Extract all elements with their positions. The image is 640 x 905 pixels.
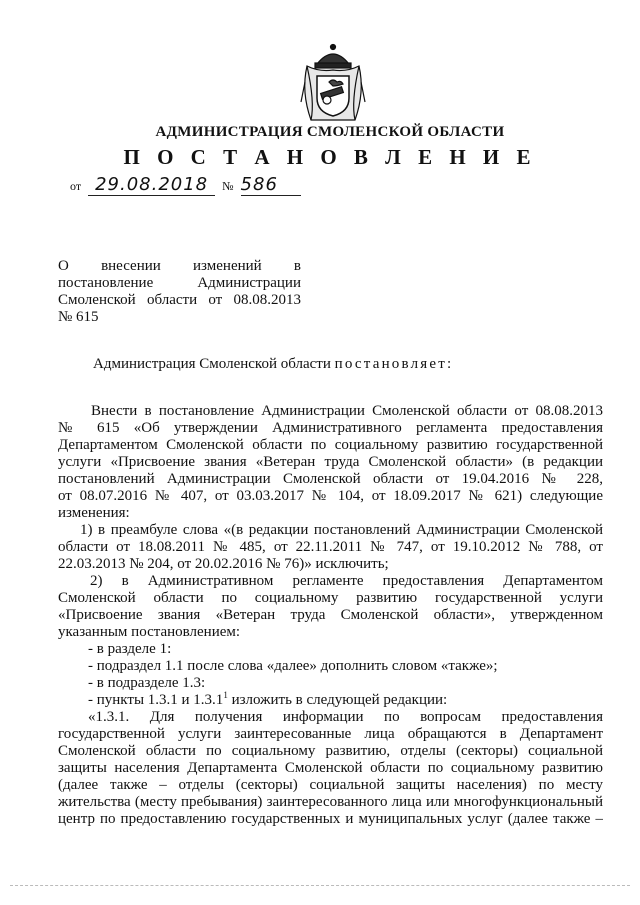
preamble-decree-word: постановляет:: [334, 356, 454, 372]
body-line: услуги «Присвоение звания «Ветеран труда Смоленской области» (в редакции: [58, 454, 603, 470]
body-line: защиты населения Департамента Смоленской области по социальному развитию: [58, 760, 603, 776]
body-line: 1) в преамбуле слова «(в редакции постановлений Администрации Смоленской: [80, 522, 603, 538]
body-line: центр по предоставлению государственных и муниципальных услуг (далее также –: [58, 811, 603, 827]
handwritten-date: 29.08.2018: [95, 174, 209, 195]
body-line: от 08.07.2016 № 407, от 03.03.2017 № 104, от 18.09.2017 № 621) следующие: [58, 488, 603, 504]
date-number-line: [70, 174, 301, 196]
body-line: государственной услуги заинтересованные лица обращаются в Департамент: [58, 726, 603, 742]
number-prefix: №: [222, 179, 234, 193]
page-bottom-divider: [10, 885, 630, 886]
organization-title: АДМИНИСТРАЦИЯ СМОЛЕНСКОЙ ОБЛАСТИ: [155, 124, 505, 140]
body-line: № 615 «Об утверждении Административного регламента предоставления: [58, 420, 603, 436]
body-line: жительства (месту пребывания) заинтересованного лица или многофункциональный: [58, 794, 603, 810]
body-line: области от 18.08.2011 № 485, от 22.11.2011 № 747, от 19.10.2012 № 788, от: [58, 539, 603, 555]
body-line: изменения:: [58, 505, 130, 521]
list-item: - в подразделе 1.3:: [88, 675, 206, 691]
subject-line: № 615: [58, 309, 99, 325]
number-field: [241, 174, 301, 196]
body-line: Департаментом Смоленской области по социальному развитию государственной: [58, 437, 603, 453]
body-line: Внести в постановление Администрации Смоленской области от 08.08.2013: [91, 403, 603, 419]
body-line: Смоленской области по социальному развитию государственной услуги: [58, 590, 603, 606]
body-line: постановлений Администрации Смоленской области от 19.04.2016 № 228,: [58, 471, 603, 487]
list-item-text: - пункты 1.3.1 и 1.3.1: [88, 692, 224, 708]
list-item: - подраздел 1.1 после слова «далее» дополнить словом «также»;: [88, 658, 498, 674]
body-line: (далее также – отделы (секторы) социальной защиты населения) по месту: [58, 777, 603, 793]
subject-line: О внесении изменений в: [58, 258, 301, 274]
document-body: [58, 403, 603, 828]
body-line: 2) в Административном регламенте предоставления Департаментом: [90, 573, 603, 589]
body-line: «Присвоение звания «Ветеран труда Смоленской области», утвержденном: [58, 607, 603, 623]
superscript: 1: [223, 690, 228, 700]
list-item: [58, 692, 603, 709]
list-item: - в разделе 1:: [88, 641, 172, 657]
body-line: указанным постановлением:: [58, 624, 241, 640]
body-line: 22.03.2013 № 204, от 20.02.2016 № 76)» исключить;: [58, 556, 389, 572]
document-type: П О С Т А Н О В Л Е Н И Е: [123, 145, 537, 169]
subject-line: постановление Администрации: [58, 275, 301, 291]
subject-line: Смоленской области от 08.08.2013: [58, 292, 301, 308]
list-item-text: изложить в следующей редакции:: [227, 692, 448, 708]
date-prefix: от: [70, 179, 82, 193]
preamble: [93, 356, 453, 373]
preamble-text: Администрация Смоленской области: [93, 356, 335, 372]
date-field: [88, 174, 215, 196]
body-line: «1.3.1. Для получения информации по вопросам предоставления: [88, 709, 603, 725]
handwritten-number: 586: [240, 174, 278, 195]
body-line: Смоленской области по социальному развитию, отделы (секторы) социальной: [58, 743, 603, 759]
smolensk-coat-of-arms-icon: [297, 42, 369, 126]
document-subject: [58, 258, 301, 326]
